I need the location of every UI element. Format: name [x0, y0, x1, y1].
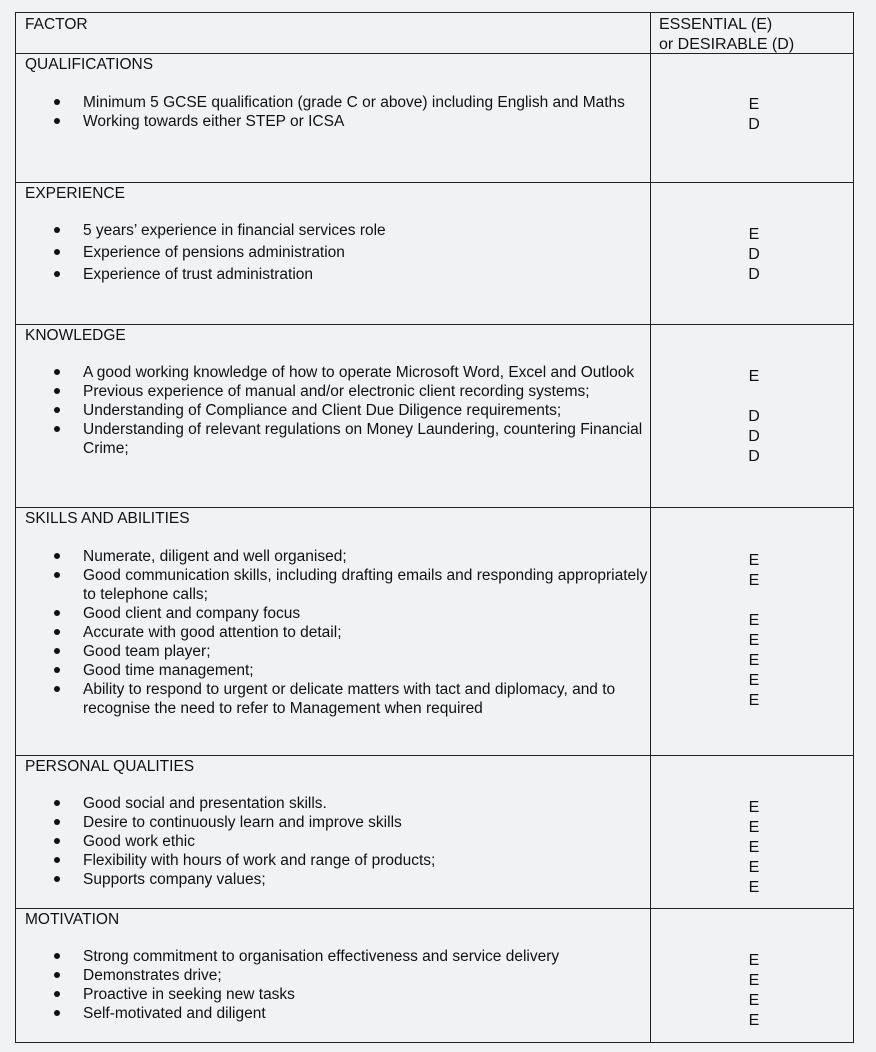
code-cell: D [748, 266, 760, 283]
list-item: Self-motivated and diligent [16, 1004, 648, 1023]
section-title: EXPERIENCE [25, 185, 125, 202]
requirement-codes [746, 225, 762, 285]
requirement-codes [746, 367, 762, 467]
section-personal-qualities [16, 756, 853, 908]
list-item: A good working knowledge of how to operate Microsoft Word, Excel and Outlook [16, 363, 648, 382]
section-title: MOTIVATION [25, 911, 120, 928]
code-spacer [746, 591, 762, 611]
requirements-list [16, 363, 648, 458]
list-item: Understanding of Compliance and Client Due Diligence requirements; [16, 401, 648, 420]
list-item: Good work ethic [16, 832, 648, 851]
requirements-list [16, 794, 648, 889]
code-cell: E [748, 992, 760, 1009]
requirement-codes [746, 551, 762, 711]
list-item: Accurate with good attention to detail; [16, 623, 648, 642]
list-item: Good social and presentation skills. [16, 794, 648, 813]
code-cell: E [748, 552, 760, 569]
code-cell: E [748, 972, 760, 989]
code-cell: D [748, 408, 760, 425]
factor-column-header: FACTOR [25, 16, 88, 33]
section-title: PERSONAL QUALITIES [25, 758, 195, 775]
code-cell: E [748, 572, 760, 589]
section-title: QUALIFICATIONS [25, 56, 154, 73]
code-cell: D [748, 448, 760, 465]
list-item: Good time management; [16, 661, 648, 680]
code-cell: E [748, 819, 760, 836]
list-item: Understanding of relevant regulations on Money Laundering, countering Financial Crime; [16, 420, 648, 458]
list-item: Good communication skills, including drafting emails and responding appropriately to telephone calls; [16, 566, 648, 604]
code-cell: E [748, 859, 760, 876]
section-title: KNOWLEDGE [25, 327, 126, 344]
list-item: Demonstrates drive; [16, 966, 648, 985]
list-item: Strong commitment to organisation effectiveness and service delivery [16, 947, 648, 966]
list-item: Good client and company focus [16, 604, 648, 623]
list-item: Proactive in seeking new tasks [16, 985, 648, 1004]
list-item: Supports company values; [16, 870, 648, 889]
code-cell: E [748, 839, 760, 856]
code-cell: D [748, 246, 760, 263]
list-item: Previous experience of manual and/or electronic client recording systems; [16, 382, 648, 401]
person-specification-table [15, 12, 854, 1043]
code-cell: E [748, 632, 760, 649]
code-cell: D [748, 428, 760, 445]
requirements-list [16, 93, 648, 131]
list-item: Working towards either STEP or ICSA [16, 112, 648, 131]
requirement-codes [746, 798, 762, 898]
list-item: Minimum 5 GCSE qualification (grade C or above) including English and Maths [16, 93, 648, 112]
essential-header-line2: or DESIRABLE (D) [659, 36, 795, 53]
section-title: SKILLS AND ABILITIES [25, 510, 190, 527]
code-cell: E [748, 1012, 760, 1029]
list-item: Ability to respond to urgent or delicate matters with tact and diplomacy, and to recognise the need to refer to Management when required [16, 680, 648, 718]
code-cell: E [748, 952, 760, 969]
list-item: Numerate, diligent and well organised; [16, 547, 648, 566]
code-spacer [746, 387, 762, 407]
list-item: Experience of pensions administration [16, 243, 648, 265]
code-cell: E [748, 692, 760, 709]
code-cell: E [748, 799, 760, 816]
essential-header-line1: ESSENTIAL (E) [659, 16, 773, 33]
list-item: 5 years’ experience in financial services role [16, 221, 648, 243]
section-motivation [16, 909, 853, 1042]
requirements-list [16, 547, 648, 718]
section-skills-and-abilities [16, 508, 853, 755]
code-cell: E [748, 226, 760, 243]
requirement-codes [746, 951, 762, 1031]
section-knowledge [16, 325, 853, 507]
requirement-codes [746, 95, 762, 135]
list-item: Desire to continuously learn and improve skills [16, 813, 648, 832]
section-experience [16, 183, 853, 324]
code-cell: D [748, 116, 760, 133]
code-cell: E [748, 612, 760, 629]
requirements-list [16, 221, 648, 287]
list-item: Flexibility with hours of work and range of products; [16, 851, 648, 870]
requirements-list [16, 947, 648, 1023]
code-cell: E [748, 672, 760, 689]
code-cell: E [748, 652, 760, 669]
list-item: Good team player; [16, 642, 648, 661]
section-qualifications [16, 54, 853, 183]
code-cell: E [748, 879, 760, 896]
essential-desirable-column-header [659, 15, 794, 55]
list-item: Experience of trust administration [16, 265, 648, 287]
code-cell: E [748, 368, 760, 385]
code-cell: E [748, 96, 760, 113]
